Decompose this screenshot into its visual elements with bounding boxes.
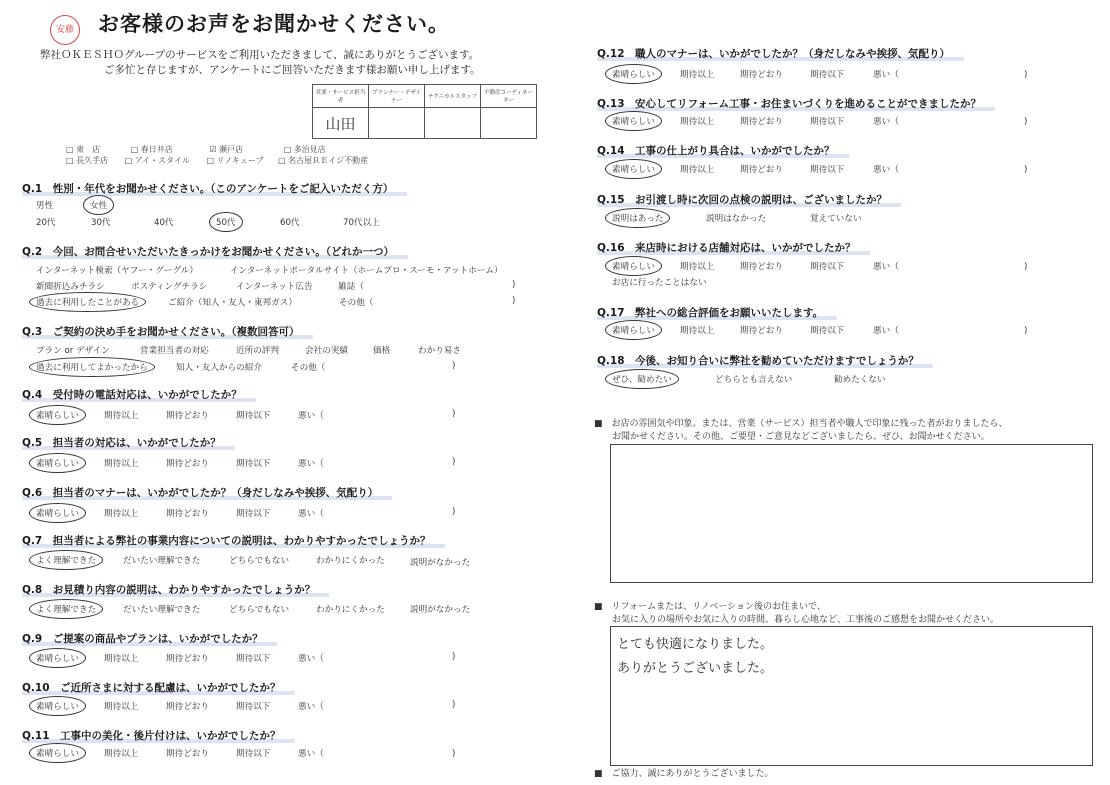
answer-option[interactable]: 雑誌（ — [338, 282, 364, 292]
answer-option[interactable]: 説明はあった — [605, 208, 670, 228]
answer-option[interactable]: 40代 — [154, 218, 174, 228]
answer-option[interactable]: 30代 — [91, 218, 111, 228]
answer-option[interactable]: よく理解できた — [29, 599, 103, 619]
answer-option: ) — [452, 652, 456, 662]
answer-option[interactable]: 期待以下 — [236, 459, 271, 469]
intro-line-1: 弊社ＯＫＥＳＨＯグループのサービスをご利用いただきまして、誠にありがとうございます。 — [40, 49, 480, 61]
question-title: Q.10 ご近所さまに対する配慮は、いかがでしたか？ — [22, 680, 295, 695]
answer-option[interactable]: 期待どおり — [166, 459, 209, 469]
question-title: Q.3 ご契約の決め手をお聞かせください。（複数回答可） — [22, 324, 313, 339]
comment-box-2[interactable] — [610, 626, 1093, 766]
question-title: Q.6 担当者のマナーは、いかがでしたか？（身だしなみや挨拶、気配り） — [22, 485, 392, 500]
answer-option[interactable]: 勧めたくない — [834, 375, 886, 385]
answer-option[interactable]: 素晴らしい — [605, 159, 662, 179]
answer-option[interactable]: 悪い（ — [298, 411, 324, 421]
answer-option[interactable]: 男性 — [36, 201, 54, 211]
question-title: Q.13 安心してリフォーム工事・お住まいづくりを進めることができましたか？ — [597, 96, 995, 111]
answer-option[interactable]: 素晴らしい — [29, 743, 86, 763]
answer-option[interactable]: わかりにくかった — [316, 556, 385, 566]
answer-option[interactable]: 説明がなかった — [410, 558, 471, 568]
answer-option[interactable]: 期待以上 — [680, 326, 715, 336]
question-title: Q.9 ご提案の商品やプランは、いかがでしたか？ — [22, 631, 277, 646]
question-title: Q.12 職人のマナーは、いかがでしたか？（身だしなみや挨拶、気配り） — [597, 46, 964, 61]
handwritten-comment-line-2: ありがとうございました。 — [617, 661, 774, 676]
answer-option[interactable]: 期待以下 — [236, 411, 271, 421]
answer-option: ) — [1024, 262, 1028, 272]
question-title: Q.11 工事中の美化・後片付けは、いかがでしたか？ — [22, 728, 295, 743]
answer-option[interactable]: わかりにくかった — [316, 605, 385, 615]
answer-option[interactable]: 悪い（ — [298, 509, 324, 519]
answer-option[interactable]: 悪い（ — [298, 749, 324, 759]
answer-option[interactable]: ぜひ、勧めたい — [605, 369, 679, 389]
answer-option[interactable]: 覚えていない — [810, 214, 862, 224]
answer-option[interactable]: よく理解できた — [29, 550, 103, 570]
answer-option[interactable]: 悪い（ — [298, 654, 324, 664]
answer-option[interactable]: 素晴らしい — [29, 453, 86, 473]
comment-prompt-2b: お気に入りの場所やお気に入りの時間、暮らし心地など、工事後のご感想をお聞かせください。 — [612, 615, 1000, 625]
store-checkbox[interactable]: □ 東 店 — [66, 145, 101, 154]
answer-option[interactable]: 期待どおり — [166, 654, 209, 664]
answer-option[interactable]: 期待どおり — [166, 411, 209, 421]
staff-name-realestate[interactable] — [481, 108, 537, 139]
store-row-1 — [66, 144, 326, 155]
answer-option: ) — [452, 457, 456, 467]
answer-option[interactable]: 会社の実績 — [305, 346, 348, 356]
answer-option[interactable]: 60代 — [280, 218, 300, 228]
answer-option[interactable]: 悪い（ — [873, 117, 899, 127]
answer-option: ) — [512, 280, 516, 290]
answer-option[interactable]: 期待以下 — [236, 654, 271, 664]
comment-prompt-2: ■ リフォームまたは、リノベーション後のお住まいで、 — [594, 602, 826, 612]
answer-option: ) — [452, 361, 456, 371]
question-title: Q.8 お見積り内容の説明は、わかりやすかったでしょうか？ — [22, 582, 329, 597]
staff-header: テクニカルスタッフ — [425, 85, 481, 108]
answer-option[interactable]: インターネット検索（ヤフー・グーグル） — [36, 266, 198, 276]
answer-option[interactable]: どちらでもない — [229, 605, 290, 615]
question-title: Q.2 今回、お問合せいただいたきっかけをお聞かせください。（どれか一つ） — [22, 244, 408, 259]
question-title: Q.4 受付時の電話対応は、いかがでしたか？ — [22, 387, 256, 402]
answer-option[interactable]: 営業担当者の対応 — [140, 346, 209, 356]
answer-option[interactable]: 期待どおり — [740, 326, 783, 336]
store-row-2 — [66, 155, 368, 166]
store-checkbox[interactable]: □ 春日井店 — [130, 145, 173, 154]
answer-option[interactable]: 期待以上 — [680, 70, 715, 80]
answer-option[interactable]: だいたい理解できた — [123, 556, 201, 566]
question-title: Q.1 性別・年代をお聞かせください。（このアンケートをご記入いただく方） — [22, 181, 407, 196]
answer-option[interactable]: 素晴らしい — [29, 503, 86, 523]
question-title: Q.14 工事の仕上がり具合は、いかがでしたか？ — [597, 143, 849, 158]
answer-option[interactable]: 価格 — [373, 346, 391, 356]
answer-option[interactable]: 新聞折込みチラシ — [36, 282, 105, 292]
answer-option[interactable]: 期待以下 — [810, 165, 845, 175]
answer-option[interactable]: どちらとも言えない — [715, 375, 793, 385]
answer-option[interactable]: お店に行ったことはない — [612, 278, 707, 288]
staff-name-sales[interactable]: 山田 — [313, 108, 369, 139]
answer-option[interactable]: 期待どおり — [740, 117, 783, 127]
answer-option[interactable]: 素晴らしい — [605, 320, 662, 340]
answer-option: ) — [1024, 117, 1028, 127]
answer-option: ) — [512, 296, 516, 306]
answer-option[interactable]: 期待どおり — [166, 749, 209, 759]
comment-prompt-1: ■ お店の雰囲気や印象。または、営業（サービス）担当者や職人で印象に残った者がおりましたら、 — [594, 419, 1008, 429]
answer-option[interactable]: 期待以上 — [104, 411, 139, 421]
answer-option[interactable]: 期待どおり — [166, 509, 209, 519]
question-title: Q.7 担当者による弊社の事業内容についての説明は、わかりやすかったでしょうか？ — [22, 533, 445, 548]
question-title: Q.15 お引渡し時に次回の点検の説明は、ございましたか？ — [597, 192, 901, 207]
staff-name-planner[interactable] — [369, 108, 425, 139]
answer-option[interactable]: 素晴らしい — [29, 648, 86, 668]
store-checkbox[interactable]: □ リノキューブ — [206, 156, 264, 165]
question-title: Q.17 弊社への総合評価をお願いいたします。 — [597, 305, 837, 320]
answer-option[interactable]: 期待以上 — [680, 117, 715, 127]
answer-option[interactable]: 期待以下 — [236, 509, 271, 519]
answer-option[interactable]: 期待以上 — [680, 165, 715, 175]
answer-option: ) — [1024, 165, 1028, 175]
answer-option[interactable]: 期待以上 — [104, 749, 139, 759]
answer-option[interactable]: 期待以上 — [104, 509, 139, 519]
question-title: Q.16 来店時における店舗対応は、いかがでしたか？ — [597, 240, 870, 255]
comment-box-1[interactable] — [610, 444, 1093, 583]
answer-option[interactable]: 素晴らしい — [29, 696, 86, 716]
staff-table — [312, 84, 537, 139]
answer-option[interactable]: 素晴らしい — [605, 111, 662, 131]
question-title: Q.18 今後、お知り合いに弊社を勧めていただけますでしょうか？ — [597, 353, 933, 368]
answer-option[interactable]: 悪い（ — [873, 326, 899, 336]
store-checkbox[interactable]: □ アイ・スタイル — [124, 156, 190, 165]
answer-option[interactable]: 期待以下 — [236, 749, 271, 759]
answer-option[interactable]: 期待以上 — [104, 459, 139, 469]
answer-option[interactable]: プラン or デザイン — [36, 346, 110, 356]
answer-option[interactable]: 悪い（ — [873, 165, 899, 175]
answer-option[interactable]: 悪い（ — [298, 702, 324, 712]
answer-option[interactable]: 素晴らしい — [605, 64, 662, 84]
answer-option[interactable]: 悪い（ — [298, 459, 324, 469]
answer-option: ) — [1024, 326, 1028, 336]
answer-option[interactable]: 説明がなかった — [410, 605, 471, 615]
answer-option[interactable]: 素晴らしい — [29, 405, 86, 425]
intro-line-2: ご多忙と存じますが、アンケートにご回答いただきます様お願い申し上げます。 — [104, 64, 481, 76]
answer-option[interactable]: 素晴らしい — [605, 256, 662, 276]
staff-header: プランナー・デザイナー — [369, 85, 425, 108]
answer-option[interactable]: 期待以上 — [104, 654, 139, 664]
answer-option[interactable]: ポスティングチラシ — [131, 282, 208, 292]
answer-option[interactable]: 期待以下 — [810, 262, 845, 272]
answer-option[interactable]: インターネット広告 — [236, 282, 313, 292]
answer-option[interactable]: ご紹介（知人・友人・東邦ガス） — [168, 298, 297, 308]
answer-option: ) — [452, 409, 456, 419]
answer-option: ) — [452, 507, 456, 517]
answer-option[interactable]: 悪い（ — [873, 70, 899, 80]
answer-option: ) — [452, 700, 456, 710]
answer-option[interactable]: 期待以下 — [810, 70, 845, 80]
answer-option[interactable]: 期待どおり — [166, 702, 209, 712]
answer-option[interactable]: 期待以下 — [236, 702, 271, 712]
answer-option[interactable]: 期待以上 — [104, 702, 139, 712]
answer-option[interactable]: 過去に利用してよかったから — [29, 357, 155, 377]
answer-option[interactable]: 知人・友人からの紹介 — [176, 363, 262, 373]
answer-option[interactable]: 期待どおり — [740, 70, 783, 80]
answer-option[interactable]: どちらでもない — [229, 556, 290, 566]
answer-option[interactable]: 近所の評判 — [236, 346, 279, 356]
answer-option[interactable]: 期待どおり — [740, 165, 783, 175]
answer-option: ) — [452, 749, 456, 759]
answer-option[interactable]: 過去に利用したことがある — [29, 292, 146, 312]
answer-option[interactable]: 期待以下 — [810, 117, 845, 127]
seal-stamp: 安藤 — [50, 15, 80, 45]
answer-option[interactable]: 期待どおり — [740, 262, 783, 272]
answer-option[interactable]: 説明はなかった — [706, 214, 767, 224]
answer-option[interactable]: 女性 — [83, 195, 114, 215]
answer-option[interactable]: 期待以上 — [680, 262, 715, 272]
answer-option[interactable]: だいたい理解できた — [123, 605, 201, 615]
answer-option[interactable]: 20代 — [36, 218, 56, 228]
answer-option[interactable]: インターネットポータルサイト（ホームプロ・スーモ・アットホーム） — [230, 266, 503, 276]
store-checkbox[interactable]: □ 多治見店 — [283, 145, 326, 154]
comment-prompt-1b: お聞かせください。その他、ご要望・ご意見などございましたら、ぜひ、お聞かせください。 — [612, 432, 990, 442]
staff-header: 営業・サービス担当者 — [313, 85, 369, 108]
staff-header: 不動産コーディネーター — [481, 85, 537, 108]
answer-option[interactable]: その他（ — [291, 363, 326, 373]
store-checkbox[interactable]: □ 名古屋ＲＥイジ不動産 — [278, 156, 369, 165]
closing-message: ■ ご協力、誠にありがとうございました。 — [594, 769, 774, 779]
staff-name-technical[interactable] — [425, 108, 481, 139]
answer-option[interactable]: 悪い（ — [873, 262, 899, 272]
answer-option[interactable]: 70代以上 — [343, 218, 380, 228]
page-title: お客様のお声をお聞かせください。 — [98, 12, 450, 36]
answer-option[interactable]: わかり易さ — [418, 346, 461, 356]
answer-option: ) — [1024, 70, 1028, 80]
handwritten-comment-line-1: とても快適になりました。 — [617, 637, 774, 652]
answer-option[interactable]: 50代 — [209, 212, 243, 232]
question-title: Q.5 担当者の対応は、いかがでしたか？ — [22, 435, 235, 450]
answer-option[interactable]: その他（ — [339, 298, 374, 308]
store-checkbox[interactable]: ☑ 瀬戸店 — [209, 145, 244, 154]
answer-option[interactable]: 期待以下 — [810, 326, 845, 336]
store-checkbox[interactable]: □ 長久手店 — [66, 156, 109, 165]
